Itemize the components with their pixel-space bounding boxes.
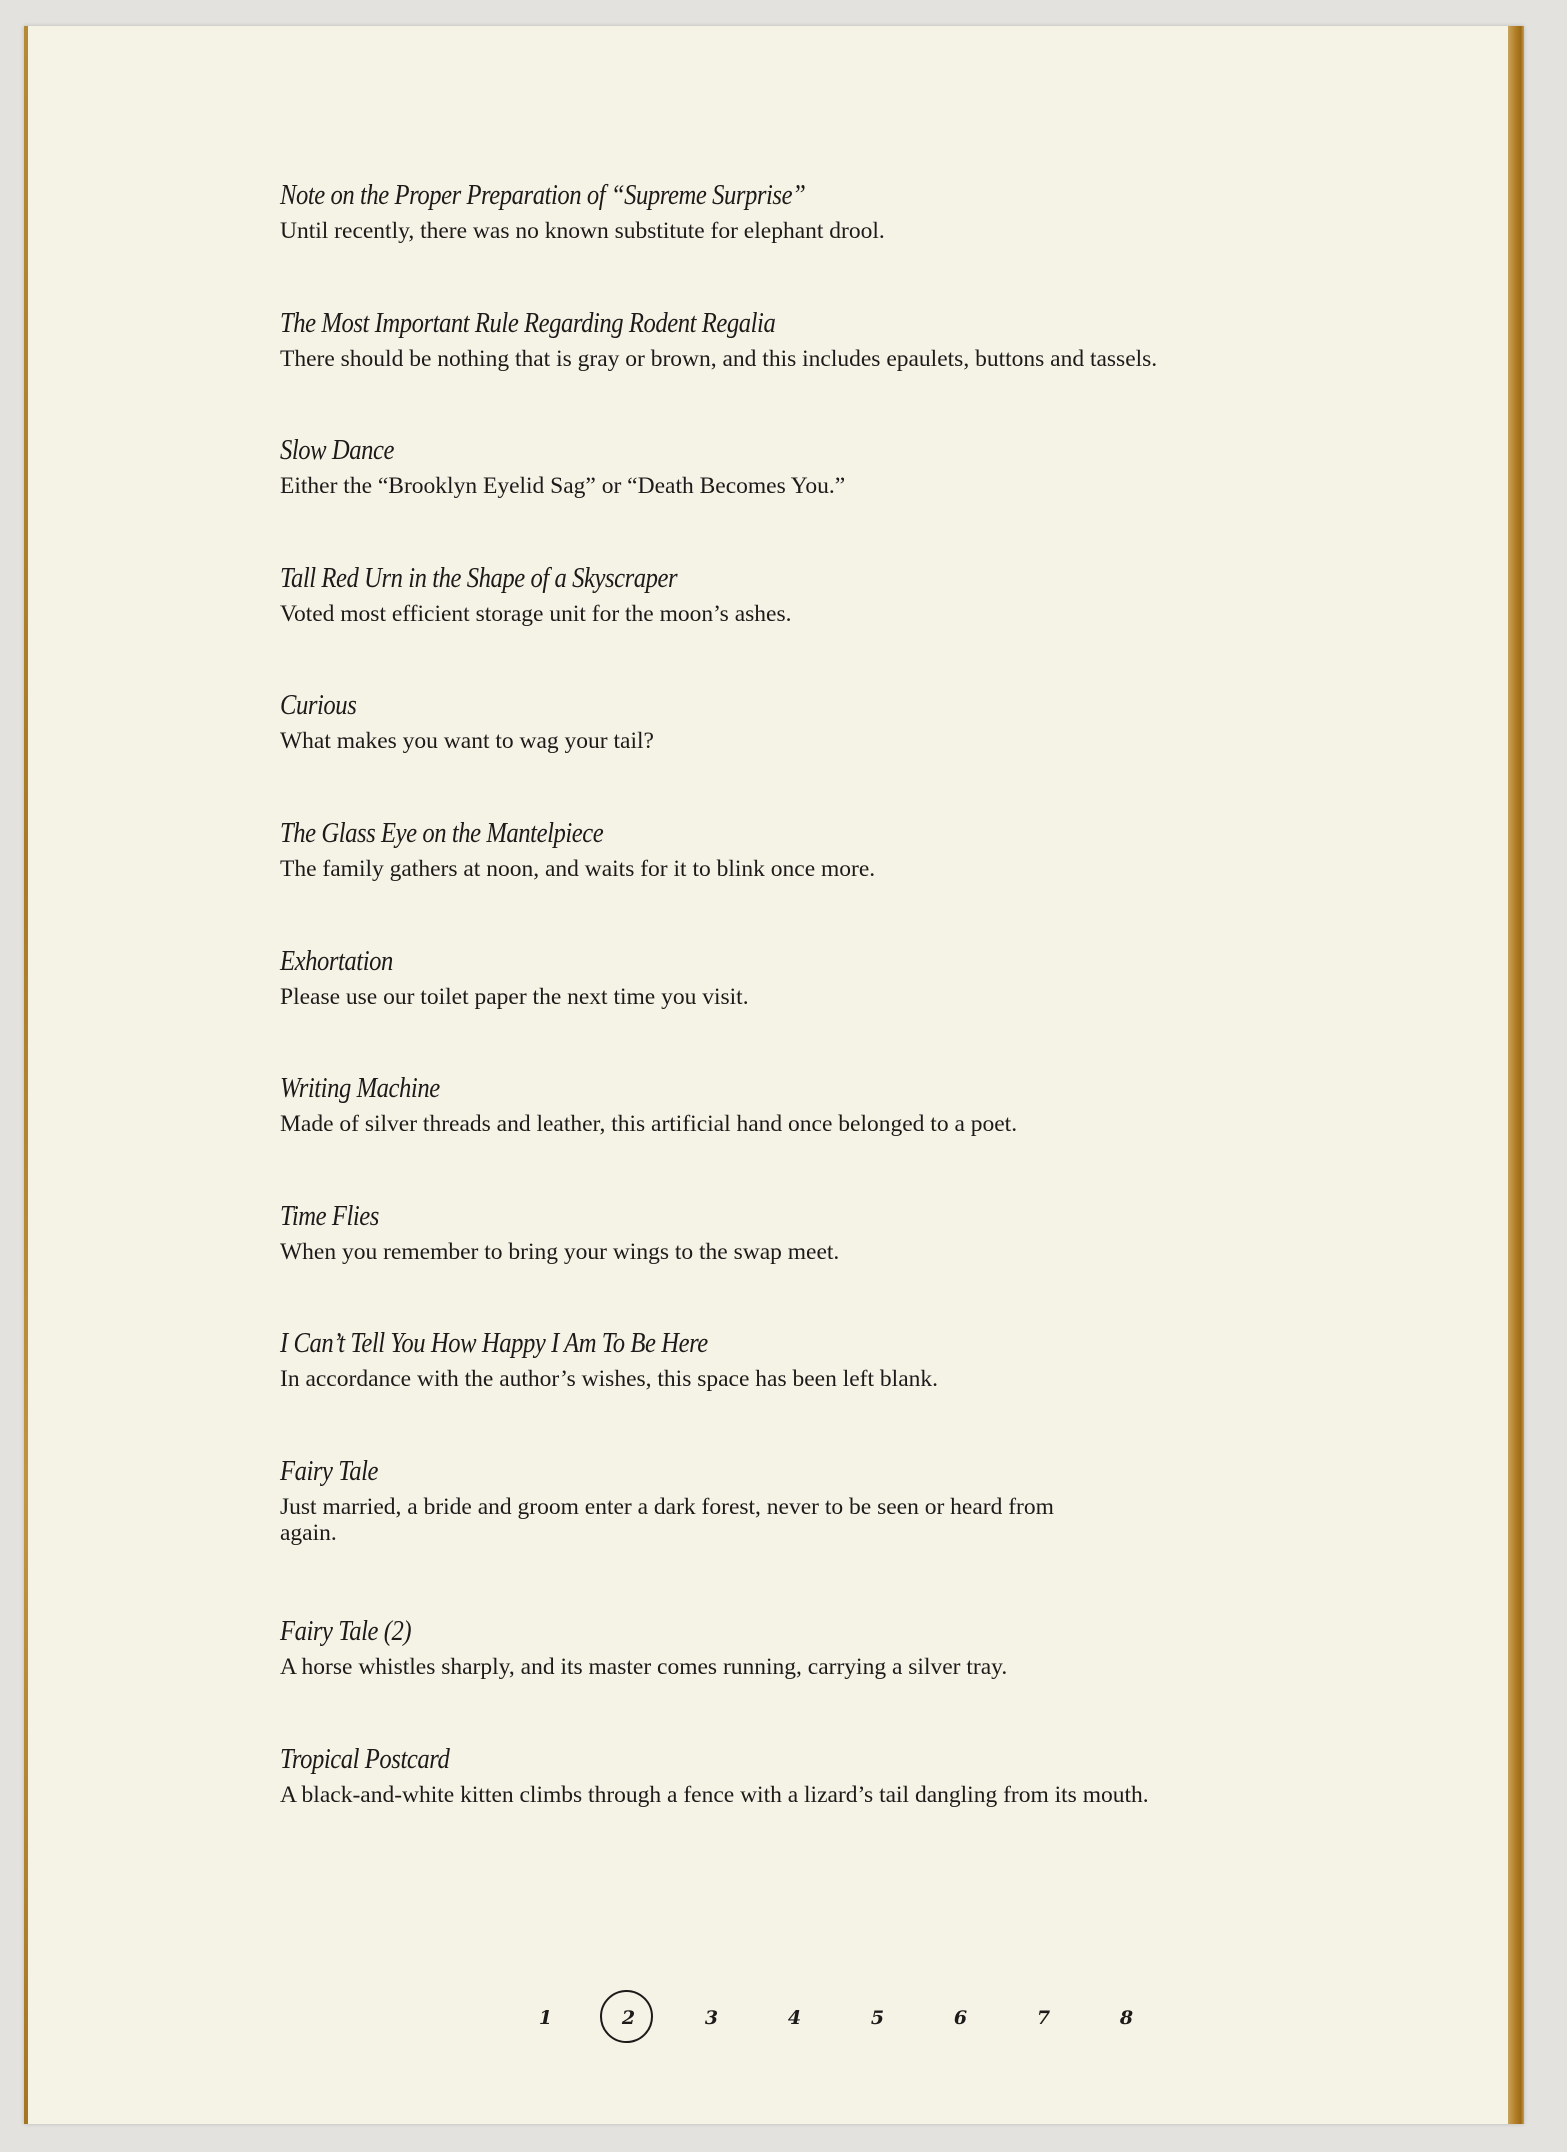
pagination	[504, 1988, 1168, 2048]
page-4-link[interactable]: 4	[787, 2007, 802, 2029]
page-5-link[interactable]: 5	[870, 2007, 885, 2029]
entry-list	[280, 176, 1330, 1867]
entry-text: The family gathers at noon, and waits for it to blink once more.	[280, 855, 876, 882]
page-8-link[interactable]: 8	[1119, 2007, 1134, 2029]
entry-text: What makes you want to wag your tail?	[280, 728, 654, 755]
entry-supreme-surprise	[280, 176, 1330, 304]
entry-text: When you remember to bring your wings to the swap meet.	[280, 1238, 840, 1265]
entry-fairy-tale-2	[280, 1612, 1330, 1740]
entry-text: Voted most efficient storage unit for the moon’s ashes.	[280, 600, 792, 627]
entry-text: Made of silver threads and leather, this artificial hand once belonged to a poet.	[280, 1111, 1018, 1138]
entry-text: Either the “Brooklyn Eyelid Sag” or “Death Becomes You.”	[280, 473, 846, 500]
entry-writing-machine	[280, 1069, 1330, 1197]
entry-title: The Glass Eye on the Mantelpiece	[280, 817, 604, 849]
page-3-link[interactable]: 3	[704, 2007, 719, 2029]
entry-text: A horse whistles sharply, and its master comes running, carrying a silver tray.	[280, 1653, 1008, 1680]
entry-text: Just married, a bride and groom enter a dark forest, never to be seen or heard from again.	[280, 1493, 1054, 1546]
page-2-current[interactable]: 2	[587, 1988, 670, 2048]
entry-title: Slow Dance	[280, 435, 394, 467]
entry-title: Exhortation	[280, 945, 393, 977]
page-7-link[interactable]: 7	[1036, 2007, 1051, 2029]
entry-slow-dance	[280, 431, 1330, 559]
entry-title: Tall Red Urn in the Shape of a Skyscraper	[280, 562, 678, 594]
entry-text: A black-and-white kitten climbs through a fence with a lizard’s tail dangling from its mouth.	[280, 1781, 1149, 1808]
entry-rodent-regalia	[280, 304, 1330, 432]
entry-text: There should be nothing that is gray or brown, and this includes epaulets, buttons and tassels.	[280, 345, 1158, 372]
entry-red-urn	[280, 559, 1330, 687]
entry-title: Curious	[280, 690, 357, 722]
entry-title: Time Flies	[280, 1200, 379, 1232]
entry-title: Fairy Tale	[280, 1455, 379, 1487]
entry-time-flies	[280, 1197, 1330, 1325]
page-1-link[interactable]: 1	[538, 2007, 553, 2029]
entry-text: Until recently, there was no known substitute for elephant drool.	[280, 218, 885, 244]
entry-text: In accordance with the author’s wishes, this space has been left blank.	[280, 1366, 938, 1393]
entry-text: Please use our toilet paper the next time you visit.	[280, 983, 749, 1010]
entry-exhortation	[280, 942, 1330, 1070]
entry-glass-eye	[280, 814, 1330, 942]
entry-happy-to-be-here	[280, 1324, 1330, 1452]
gilt-edge	[1508, 26, 1524, 2124]
entry-curious	[280, 686, 1330, 814]
entry-title: I Can’t Tell You How Happy I Am To Be Here	[280, 1328, 708, 1360]
entry-title: The Most Important Rule Regarding Rodent Regalia	[280, 307, 776, 339]
paper-sheet	[24, 26, 1524, 2124]
page-6-link[interactable]: 6	[953, 2007, 968, 2029]
entry-title: Note on the Proper Preparation of “Supreme Surprise”	[280, 180, 806, 211]
entry-fairy-tale	[280, 1452, 1330, 1612]
entry-tropical-postcard	[280, 1740, 1330, 1868]
entry-title: Writing Machine	[280, 1073, 440, 1105]
entry-title: Fairy Tale (2)	[280, 1615, 412, 1647]
entry-title: Tropical Postcard	[280, 1743, 450, 1775]
